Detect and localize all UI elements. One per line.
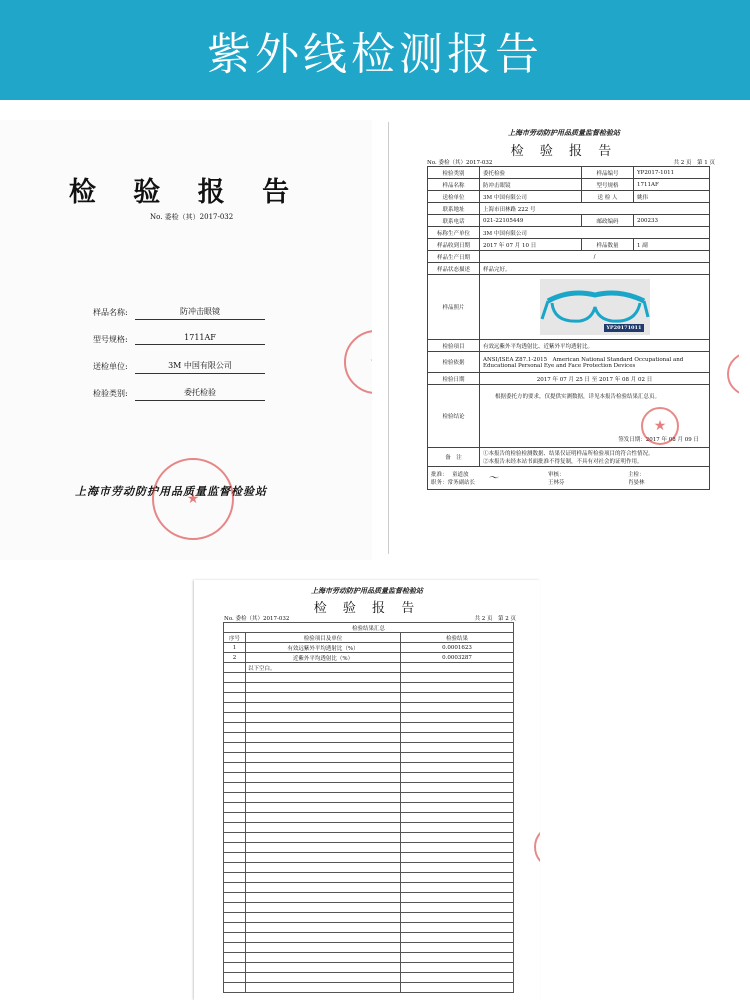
red-seal-icon — [344, 330, 372, 394]
signature-row — [428, 467, 710, 490]
cell-value: YP2017-1011 — [634, 167, 710, 179]
cell-value: 200233 — [634, 215, 710, 227]
cell-label: 标称生产单位 — [428, 227, 480, 239]
cell-value: 防冲击眼镜 — [480, 179, 582, 191]
row-number: 2 — [224, 653, 246, 663]
results-title: 检 验 报 告 — [313, 601, 421, 616]
cell-value: 上海市田林路 222 号 — [480, 203, 710, 215]
table-row — [224, 643, 514, 653]
column-header: 序号 — [224, 633, 246, 643]
empty-row — [224, 953, 514, 963]
cell-label: 检验结论 — [428, 385, 480, 448]
empty-row — [224, 773, 514, 783]
report-page-1 — [388, 122, 739, 554]
report-cover-page — [0, 120, 372, 560]
approve-label: 批准： — [431, 472, 448, 478]
cover-field-label: 送检单位: — [93, 362, 128, 371]
cell-label: 检验类别 — [428, 167, 480, 179]
cell-value: 样品完好。 — [480, 263, 710, 275]
approver-title: 职务：常务副站长 — [431, 480, 476, 486]
cover-organization: 上海市劳动防护用品质量监督检验站 — [75, 485, 267, 498]
column-header: 检验结果 — [401, 633, 514, 643]
empty-row — [224, 873, 514, 883]
summary-header: 检验结果汇总 — [224, 623, 514, 633]
empty-row — [224, 783, 514, 793]
sample-photo-cell — [480, 275, 710, 340]
banner-title: 紫外线检测报告 — [207, 29, 543, 80]
cell-value: 姚伟 — [634, 191, 710, 203]
cell-label: 样品名称 — [428, 179, 480, 191]
cell-label: 联系地址 — [428, 203, 480, 215]
empty-row — [224, 853, 514, 863]
cell-label: 邮政编码 — [582, 215, 634, 227]
row-number: 1 — [224, 643, 246, 653]
cell-label: 送检单位 — [428, 191, 480, 203]
cell-label: 样品收到日期 — [428, 239, 480, 251]
cell-label: 型号规格 — [582, 179, 634, 191]
results-page-indicator: 共 2 页 第 2 页 — [474, 616, 516, 622]
empty-row — [224, 933, 514, 943]
chief-label: 主检： — [628, 472, 645, 478]
cell-value: 021-22105449 — [480, 215, 582, 227]
empty-row — [224, 823, 514, 833]
empty-row — [224, 693, 514, 703]
cover-field-label: 检验类别: — [93, 389, 128, 398]
results-summary-table — [223, 622, 514, 993]
cover-report-number: No. 委检（其）2017-032 — [150, 213, 234, 221]
remark-line: ①本报告的检验检测数据、结果仅证明样品所检验项目的符合性情况。 — [483, 451, 654, 457]
red-seal-icon — [727, 352, 739, 396]
page-indicator: 共 2 页 第 1 页 — [673, 160, 715, 166]
empty-row — [224, 913, 514, 923]
empty-row — [224, 743, 514, 753]
reviewer-name: 王林芬 — [548, 480, 565, 486]
cell-label: 样品状态描述 — [428, 263, 480, 275]
cell-value: 委托检验 — [480, 167, 582, 179]
empty-row — [224, 963, 514, 973]
empty-row — [224, 753, 514, 763]
cell-label: 检验依据 — [428, 352, 480, 373]
header-banner — [0, 0, 750, 100]
cover-field-value: 防冲击眼镜 — [135, 306, 265, 320]
row-result: 0.0003287 — [401, 653, 514, 663]
cover-field-value: 委托检验 — [135, 387, 265, 401]
report-number: No. 委检（其）2017-032 — [427, 160, 493, 166]
empty-row — [224, 813, 514, 823]
column-header: 检验项目及单位 — [246, 633, 401, 643]
results-organization: 上海市劳动防护用品质量监督检验站 — [311, 586, 423, 595]
red-seal-icon — [152, 458, 234, 540]
table-row — [224, 653, 514, 663]
cell-value: 1 副 — [634, 239, 710, 251]
empty-row — [224, 983, 514, 993]
report-organization: 上海市劳动防护用品质量监督检验站 — [508, 128, 620, 137]
empty-row — [224, 793, 514, 803]
empty-row — [224, 803, 514, 813]
cell-label: 样品照片 — [428, 275, 480, 340]
remark-line: ②本报告未经本站书面批准不得复制，不具有对社会的证明作用。 — [483, 459, 643, 465]
empty-row — [224, 763, 514, 773]
cell-label: 样品生产日期 — [428, 251, 480, 263]
red-seal-icon — [641, 407, 679, 445]
conclusion-cell — [480, 385, 710, 448]
cover-field-value: 3M 中国有限公司 — [135, 360, 265, 374]
report-info-table — [427, 166, 710, 490]
empty-row — [224, 673, 514, 683]
cell-label: 送 检 人 — [582, 191, 634, 203]
cell-value: 1711AF — [634, 179, 710, 191]
empty-row — [224, 883, 514, 893]
blank-rows — [224, 673, 514, 993]
cell-value: 有效远紫外平均透射比、近紫外平均透射比。 — [480, 340, 710, 352]
sign-date: 签发日期：2017 年 08 月 09 日 — [618, 437, 699, 443]
empty-row — [224, 943, 514, 953]
cell-label: 备 注 — [428, 448, 480, 467]
signature-icon: 〜 — [488, 473, 498, 484]
empty-row — [224, 973, 514, 983]
results-report-number: No. 委检（其）2017-032 — [224, 616, 290, 622]
empty-row — [224, 923, 514, 933]
cover-field-value: 1711AF — [135, 333, 265, 345]
safety-glasses-photo — [540, 279, 650, 335]
cell-label: 检验项目 — [428, 340, 480, 352]
empty-row — [224, 833, 514, 843]
cell-label: 样品数量 — [582, 239, 634, 251]
empty-row — [224, 863, 514, 873]
empty-row — [224, 843, 514, 853]
empty-row — [224, 723, 514, 733]
empty-row — [224, 903, 514, 913]
empty-row — [224, 733, 514, 743]
red-seal-icon — [534, 825, 540, 869]
row-result: 0.0001623 — [401, 643, 514, 653]
review-label: 审核： — [548, 472, 565, 478]
row-item: 有效远紫外平均透射比（%） — [246, 643, 401, 653]
empty-row — [224, 703, 514, 713]
empty-row — [224, 683, 514, 693]
table-row — [224, 663, 514, 673]
cover-field-label: 型号规格: — [93, 335, 128, 344]
cell-value: / — [480, 251, 710, 263]
empty-row — [224, 713, 514, 723]
conclusion-text: 根据委托方的要求，仅提供实测数据，详见本报告检验结果汇总页。 — [495, 394, 661, 400]
cell-value: 2017 年 07 月 25 日 至 2017 年 08 月 02 日 — [480, 373, 710, 385]
cell-value: 3M 中国有限公司 — [480, 191, 582, 203]
report-page-2 — [194, 580, 540, 1000]
remarks-cell — [480, 448, 710, 467]
cell-label: 样品编号 — [582, 167, 634, 179]
cover-title: 检 验 报 告 — [68, 177, 304, 208]
blank-note: 以下空白。 — [246, 663, 401, 673]
cover-field-label: 样品名称: — [93, 308, 128, 317]
report-title: 检 验 报 告 — [510, 144, 618, 159]
approver-name: 童道放 — [452, 472, 469, 478]
cell-label: 联系电话 — [428, 215, 480, 227]
row-item: 近紫外平均透射比（%） — [246, 653, 401, 663]
cell-value: 3M 中国有限公司 — [480, 227, 710, 239]
cell-value: 2017 年 07 月 10 日 — [480, 239, 582, 251]
cell-label: 检验日期 — [428, 373, 480, 385]
empty-row — [224, 893, 514, 903]
cell-value: ANSI/ISEA Z87.1-2015 American National Standard Occupational and Educational Personal Eye and Face Protection Devices — [480, 352, 710, 373]
chief-name: 肖晏林 — [628, 480, 645, 486]
sample-tag: YP20171011 — [606, 325, 642, 331]
